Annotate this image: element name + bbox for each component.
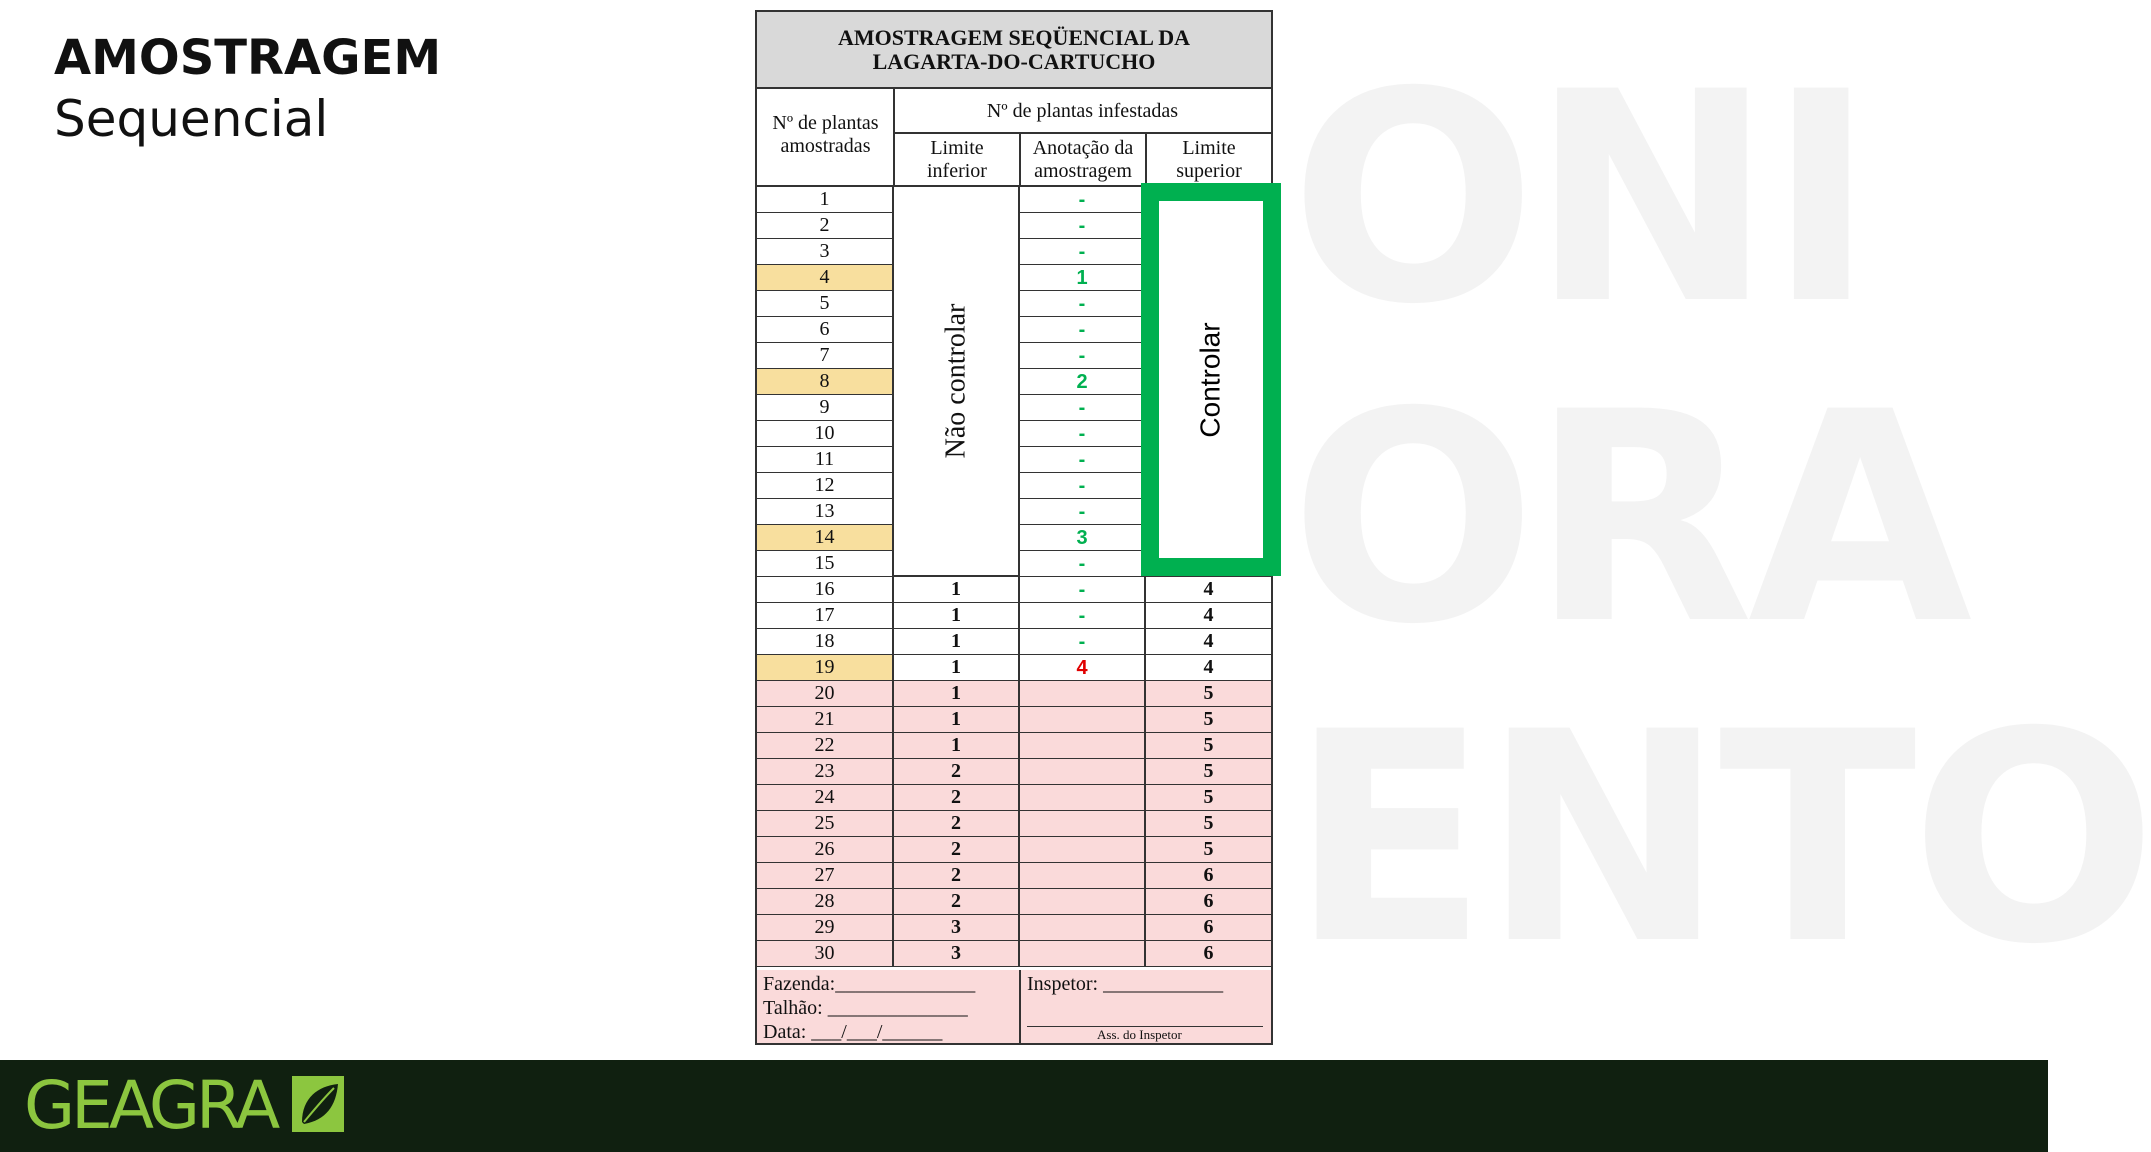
- table-row: [757, 889, 1271, 915]
- row-annotation: -: [1020, 343, 1146, 368]
- row-lower-limit: 1: [894, 681, 1020, 706]
- no-control-label: Não controlar: [940, 303, 971, 459]
- row-annotation: 3: [1020, 525, 1146, 550]
- row-upper-limit: 5: [1203, 786, 1214, 808]
- table-row: [757, 655, 1271, 681]
- row-lower-limit: 2: [894, 837, 1020, 862]
- row-plant-number: 24: [757, 785, 894, 810]
- row-plant-number: 20: [757, 681, 894, 706]
- sheet-title-line2: LAGARTA-DO-CARTUCHO: [872, 48, 1156, 74]
- row-plant-number: 6: [757, 317, 894, 342]
- row-annotation: [1020, 733, 1146, 758]
- row-upper-limit: 5: [1203, 682, 1214, 704]
- plot-field: Talhão: ______________: [763, 997, 968, 1019]
- row-annotation: [1020, 707, 1146, 732]
- table-row: [757, 603, 1271, 629]
- row-plant-number: 15: [757, 551, 894, 576]
- table-row: [757, 837, 1271, 863]
- row-plant-number: 7: [757, 343, 894, 368]
- table-row: [757, 577, 1271, 603]
- row-upper-limit: 4: [1203, 656, 1214, 678]
- row-plant-number: 1: [757, 187, 894, 212]
- row-upper-limit: 5: [1203, 838, 1214, 860]
- inspector-field: Inspetor: ____________: [1027, 973, 1224, 995]
- header-plants-infested: Nº de plantas infestadas: [986, 100, 1179, 122]
- table-row: [757, 759, 1271, 785]
- row-annotation: 2: [1020, 369, 1146, 394]
- row-annotation: [1020, 889, 1146, 914]
- row-upper-limit: 6: [1203, 890, 1214, 912]
- row-plant-number: 10: [757, 421, 894, 446]
- background-watermark: ONI ORA ENTO: [1290, 31, 2151, 1008]
- row-plant-number: 28: [757, 889, 894, 914]
- row-plant-number: 25: [757, 811, 894, 836]
- table-row: [757, 733, 1271, 759]
- row-annotation: -: [1020, 239, 1146, 264]
- row-upper-limit: 5: [1203, 812, 1214, 834]
- row-upper-limit: 4: [1203, 578, 1214, 600]
- table-row: [757, 915, 1271, 941]
- row-annotation: -: [1020, 187, 1146, 212]
- row-lower-limit: 2: [894, 889, 1020, 914]
- row-lower-limit: 2: [894, 811, 1020, 836]
- row-plant-number: 30: [757, 941, 894, 966]
- table-row: [757, 785, 1271, 811]
- row-lower-limit: 2: [894, 863, 1020, 888]
- row-annotation: [1020, 681, 1146, 706]
- row-annotation: [1020, 863, 1146, 888]
- row-annotation: -: [1020, 447, 1146, 472]
- row-plant-number: 8: [757, 369, 894, 394]
- header-lower-limit: Limite inferior: [927, 137, 987, 182]
- row-annotation: -: [1020, 291, 1146, 316]
- row-plant-number: 29: [757, 915, 894, 940]
- row-upper-limit: 6: [1203, 864, 1214, 886]
- no-control-zone: [894, 187, 1020, 577]
- row-annotation: -: [1020, 551, 1146, 576]
- table-row: [757, 629, 1271, 655]
- row-upper-limit: 5: [1203, 734, 1214, 756]
- sheet-footer: [757, 970, 1271, 1043]
- table-row: [757, 941, 1271, 967]
- row-annotation: 4: [1020, 655, 1146, 680]
- row-annotation: [1020, 811, 1146, 836]
- row-annotation: 1: [1020, 265, 1146, 290]
- row-lower-limit: 1: [894, 577, 1020, 602]
- row-annotation: [1020, 785, 1146, 810]
- row-plant-number: 17: [757, 603, 894, 628]
- row-upper-limit: 5: [1203, 760, 1214, 782]
- row-plant-number: 21: [757, 707, 894, 732]
- header-annotation: Anotação da amostragem: [1032, 137, 1134, 182]
- row-upper-limit: 4: [1203, 630, 1214, 652]
- row-plant-number: 19: [757, 655, 894, 680]
- row-plant-number: 2: [757, 213, 894, 238]
- row-annotation: [1020, 759, 1146, 784]
- row-annotation: -: [1020, 213, 1146, 238]
- control-zone: [1141, 183, 1281, 576]
- date-field: Data: ___/___/______: [763, 1021, 943, 1043]
- row-annotation: -: [1020, 473, 1146, 498]
- table-row: [757, 707, 1271, 733]
- row-lower-limit: 1: [894, 707, 1020, 732]
- row-plant-number: 13: [757, 499, 894, 524]
- row-annotation: -: [1020, 499, 1146, 524]
- control-label: Controlar: [1195, 321, 1227, 438]
- row-plant-number: 23: [757, 759, 894, 784]
- row-annotation: [1020, 837, 1146, 862]
- row-plant-number: 5: [757, 291, 894, 316]
- row-lower-limit: 1: [894, 603, 1020, 628]
- farm-field: Fazenda:______________: [763, 973, 976, 995]
- row-plant-number: 18: [757, 629, 894, 654]
- row-annotation: -: [1020, 395, 1146, 420]
- row-upper-limit: 4: [1203, 604, 1214, 626]
- slide-title: AMOSTRAGEM: [54, 30, 442, 86]
- row-plant-number: 27: [757, 863, 894, 888]
- row-lower-limit: 1: [894, 733, 1020, 758]
- row-plant-number: 16: [757, 577, 894, 602]
- row-lower-limit: 1: [894, 629, 1020, 654]
- row-annotation: -: [1020, 603, 1146, 628]
- row-annotation: -: [1020, 317, 1146, 342]
- row-annotation: [1020, 915, 1146, 940]
- geagra-logo: GEAGRA: [24, 1067, 277, 1144]
- row-annotation: -: [1020, 577, 1146, 602]
- row-lower-limit: 3: [894, 915, 1020, 940]
- row-plant-number: 22: [757, 733, 894, 758]
- row-plant-number: 14: [757, 525, 894, 550]
- row-plant-number: 26: [757, 837, 894, 862]
- slide-subtitle: Sequencial: [54, 90, 329, 148]
- row-lower-limit: 2: [894, 785, 1020, 810]
- table-row: [757, 681, 1271, 707]
- row-plant-number: 3: [757, 239, 894, 264]
- row-annotation: [1020, 941, 1146, 966]
- row-lower-limit: 1: [894, 655, 1020, 680]
- row-plant-number: 4: [757, 265, 894, 290]
- row-upper-limit: 6: [1203, 942, 1214, 964]
- row-plant-number: 12: [757, 473, 894, 498]
- row-annotation: -: [1020, 421, 1146, 446]
- row-plant-number: 9: [757, 395, 894, 420]
- row-upper-limit: 6: [1203, 916, 1214, 938]
- header-upper-limit: Limite superior: [1176, 137, 1242, 182]
- sheet-title: [757, 12, 1271, 89]
- signature-label: Ass. do Inspetor: [1097, 1027, 1182, 1042]
- row-upper-limit: 5: [1203, 708, 1214, 730]
- header-plants-sampled: Nº de plantas amostradas: [772, 112, 879, 157]
- table-row: [757, 863, 1271, 889]
- row-lower-limit: 3: [894, 941, 1020, 966]
- row-plant-number: 11: [757, 447, 894, 472]
- row-annotation: -: [1020, 629, 1146, 654]
- table-row: [757, 811, 1271, 837]
- row-lower-limit: 2: [894, 759, 1020, 784]
- leaf-icon: [292, 1076, 344, 1132]
- sheet-title-line1: AMOSTRAGEM SEQÜENCIAL DA: [837, 24, 1191, 50]
